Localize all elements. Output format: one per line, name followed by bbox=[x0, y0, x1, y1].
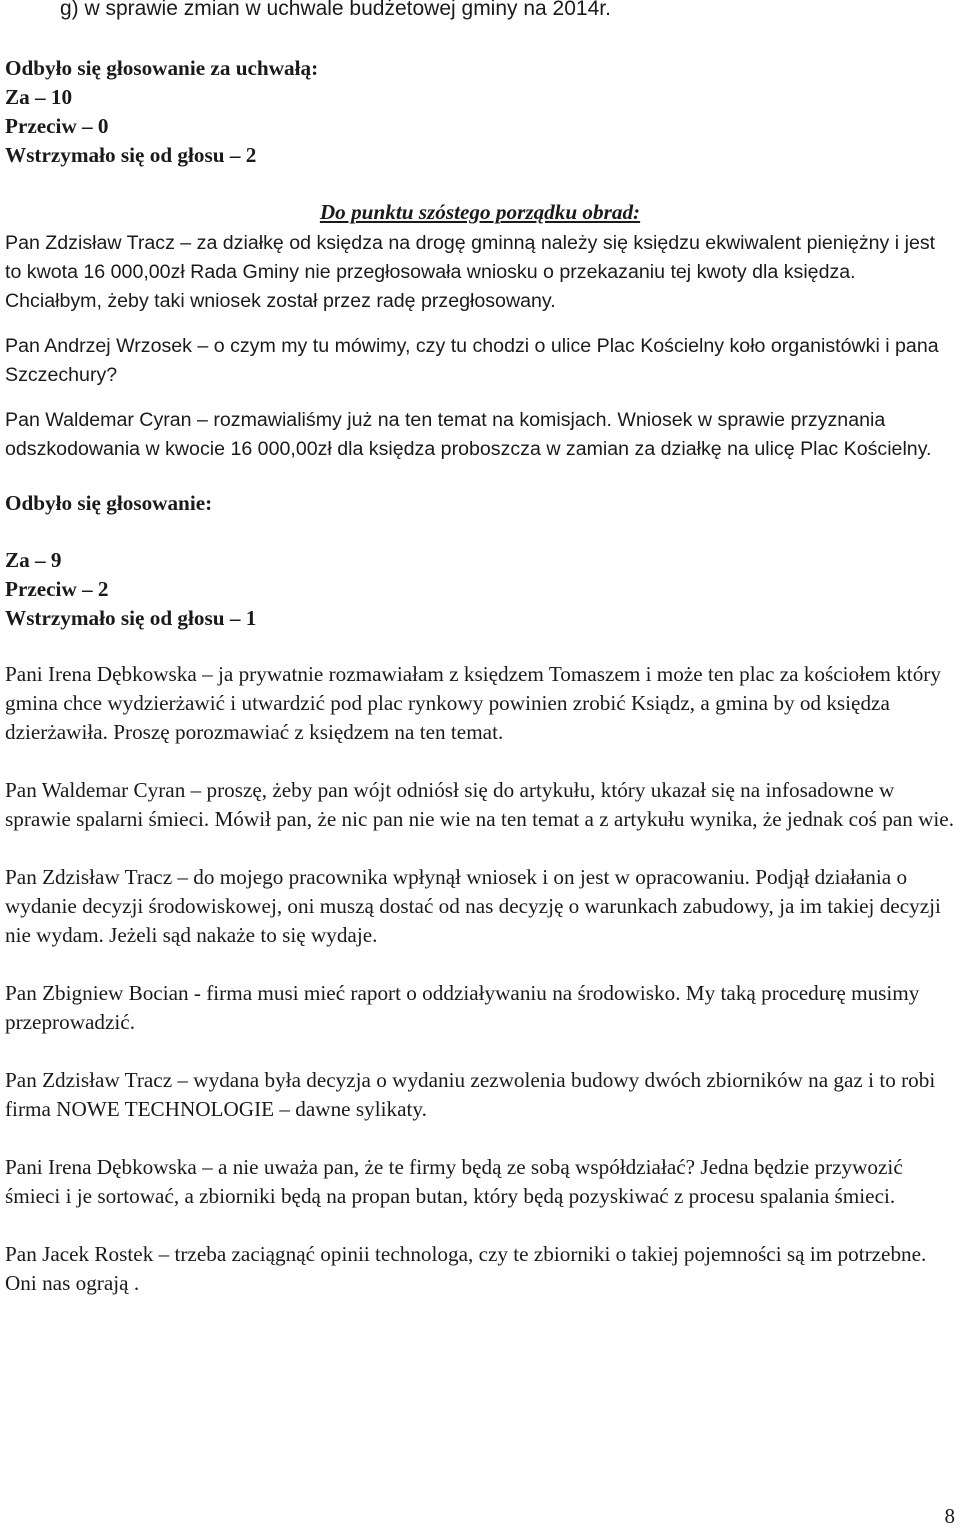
paragraph: Pan Zdzisław Tracz – do mojego pracownika wpłynął wniosek i on jest w opracowaniu. Podjął działania o wydanie decyzji środowiskowej, oni muszą dostać od nas decyzję o warunkach zabudowy, ja im takiej decyzji nie wydam. Jeżeli sąd nakaże to się wydaje. bbox=[5, 865, 941, 947]
section-heading: Do punktu szóstego porządku obrad: bbox=[319, 200, 641, 224]
paragraph: Pan Waldemar Cyran – proszę, żeby pan wójt odniósł się do artykułu, który ukazał się na infosadowne w sprawie spalarni śmieci. Mówił pan, że nic pan nie wie na ten temat a z artykułu wynika, że jednak coś pan wie. bbox=[5, 778, 954, 831]
vote-abstain: Wstrzymało się od głosu – 1 bbox=[5, 606, 257, 630]
paragraph: Pani Irena Dębkowska – ja prywatnie rozmawiałam z księdzem Tomaszem i może ten plac za kościołem który gmina chce wydzierżawić i utwardzić pod plac rynkowy powinien zrobić Ksiądz, a gmina by od księdza dzierżawiła. Proszę porozmawiać z księdzem na ten temat. bbox=[5, 662, 941, 744]
agenda-item-g: g) w sprawie zmian w uchwale budżetowej gminy na 2014r. bbox=[60, 0, 611, 20]
paragraph: Pan Zbigniew Bocian - firma musi mieć raport o oddziaływaniu na środowisko. My taką procedurę musimy przeprowadzić. bbox=[5, 981, 920, 1034]
vote-for: Za – 10 bbox=[5, 85, 73, 109]
vote-result-1 bbox=[5, 54, 955, 170]
paragraph: Pan Jacek Rostek – trzeba zaciągnąć opinii technologa, czy te zbiorniki o takiej pojemności są im potrzebne. Oni nas ograją . bbox=[5, 1242, 927, 1295]
paragraph: Pan Waldemar Cyran – rozmawialiśmy już na ten temat na komisjach. Wniosek w sprawie przyznania odszkodowania w kwocie 16 000,00zł dla księdza proboszcza w zamian za działkę na ulicę Plac Kościelny. bbox=[5, 409, 932, 460]
document-page bbox=[5, 0, 955, 1298]
vote-against: Przeciw – 2 bbox=[5, 577, 109, 601]
paragraph: Pani Irena Dębkowska – a nie uważa pan, że te firmy będą ze sobą współdziałać? Jedna będzie przywozić śmieci i je sortować, a zbiorniki będą na propan butan, który będą pozyskiwać z procesu spalania śmieci. bbox=[5, 1155, 903, 1208]
vote-result-2 bbox=[5, 489, 955, 633]
vote-title: Odbyło się głosowanie: bbox=[5, 491, 213, 515]
paragraph: Pan Zdzisław Tracz – wydana była decyzja o wydaniu zezwolenia budowy dwóch zbiorników na gaz i to robi firma NOWE TECHNOLOGIE – dawne sylikaty. bbox=[5, 1068, 936, 1121]
vote-for: Za – 9 bbox=[5, 548, 62, 572]
page-number: 8 bbox=[944, 1504, 955, 1528]
vote-against: Przeciw – 0 bbox=[5, 114, 109, 138]
paragraph: Pan Andrzej Wrzosek – o czym my tu mówimy, czy tu chodzi o ulice Plac Kościelny koło organistówki i pana Szczechury? bbox=[5, 335, 939, 386]
paragraph: Pan Zdzisław Tracz – za działkę od księdza na drogę gminną należy się księdzu ekwiwalent pieniężny i jest to kwota 16 000,00zł Rada Gminy nie przegłosowała wniosku o przekazaniu tej kwoty dla księdza. Chciałbym, żeby taki wniosek został przez radę przegłosowany. bbox=[5, 232, 936, 312]
vote-title: Odbyło się głosowanie za uchwałą: bbox=[5, 56, 319, 80]
vote-abstain: Wstrzymało się od głosu – 2 bbox=[5, 143, 257, 167]
